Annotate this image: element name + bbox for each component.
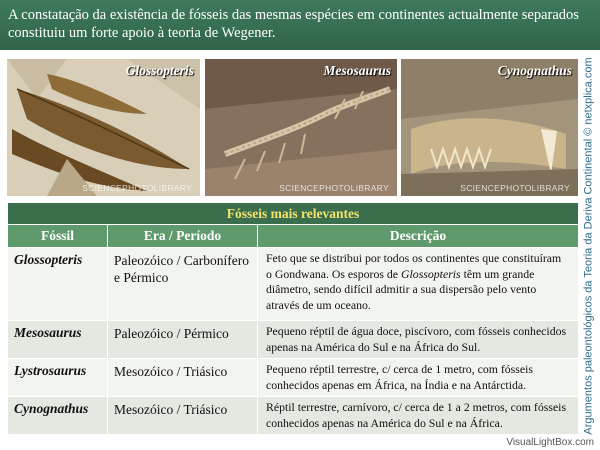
table-title: Fósseis mais relevantes [8,203,579,225]
photo-watermark: SCIENCEPHOTOLIBRARY [279,183,389,193]
mesosaurus-fossil-image [205,59,397,196]
side-credit-text: Argumentos paleontológicos da Teoria da Deriva Continental © netxplica.com [583,56,596,435]
table-row [8,397,579,435]
fossil-name: Mesosaurus [8,321,108,359]
cynognathus-fossil-image [401,59,578,196]
glossopteris-fossil-image [7,59,200,196]
era-period: Paleozóico / Carbonífero e Pérmico [108,248,258,321]
description [258,248,579,321]
description: Réptil terrestre, carnívoro, c/ cerca de 1 a 2 metros, com fósseis conhecidos apenas na América do Sul e na África. [258,397,579,435]
table-row [8,359,579,397]
fossil-name: Glossopteris [8,248,108,321]
photo-caption: Mesosaurus [323,63,391,78]
era-period: Mesozóico / Triásico [108,359,258,397]
photo-caption: Glossopteris [125,63,194,78]
table-row [8,321,579,359]
header-text: A constatação da existência de fósseis das mesmas espécies em continentes actualmente separados constituiu um forte apoio à teoria de Wegener. [8,7,579,41]
photo-mesosaurus [205,59,397,196]
column-header-era: Era / Período [108,225,258,248]
era-period: Paleozóico / Pérmico [108,321,258,359]
footer-watermark: VisualLightBox.com [506,437,594,448]
fossils-table [7,202,579,435]
photo-watermark: SCIENCEPHOTOLIBRARY [82,183,192,193]
table-row [8,248,579,321]
column-header-description: Descrição [258,225,579,248]
description: Pequeno réptil de água doce, piscívoro, com fósseis conhecidos apenas na América do Sul e na África do Sul. [258,321,579,359]
description-italic: Glossopteris [401,266,461,281]
photo-caption: Cynognathus [497,63,572,78]
side-credit [581,58,597,433]
description-text: têm um grande diâmetro, sendo difícil admitir a sua dispersão pelo vento através de um oceano. [266,266,537,312]
fossil-name: Cynognathus [8,397,108,435]
description: Pequeno réptil terrestre, c/ cerca de 1 metro, com fósseis conhecidos apenas em África, na Índia e na Antárctida. [258,359,579,397]
era-period: Mesozóico / Triásico [108,397,258,435]
column-header-fossil: Fóssil [8,225,108,248]
description-text: Feto que se distribui por todos os continentes que constituíram o Gondwana. Os esporos de [266,251,562,281]
photo-cynognathus [401,59,578,196]
header-banner [0,0,600,50]
fossil-name: Lystrosaurus [8,359,108,397]
table-header-row [8,225,579,248]
table-title-row [8,203,579,225]
photo-glossopteris [7,59,200,196]
photo-watermark: SCIENCEPHOTOLIBRARY [460,183,570,193]
